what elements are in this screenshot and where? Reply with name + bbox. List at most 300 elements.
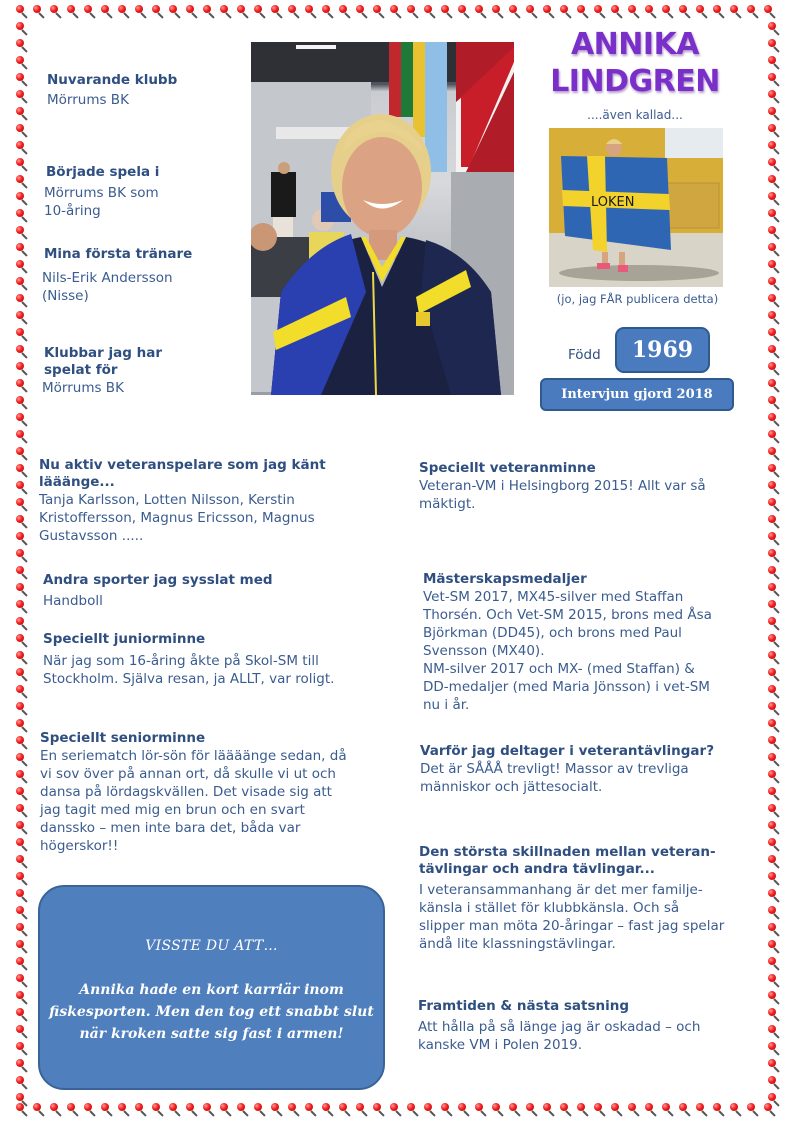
pushpin-icon xyxy=(14,480,31,497)
pushpin-icon xyxy=(14,650,31,667)
born-year-badge: 1969 xyxy=(615,327,710,373)
medals-line-4: Svensson (MX40). xyxy=(423,643,545,659)
pushpin-icon xyxy=(14,514,31,531)
veteran-friends-line-2: Kristoffersson, Magnus Ericsson, Magnus xyxy=(39,510,315,526)
senior-memory-section xyxy=(40,730,385,855)
pushpin-icon xyxy=(766,446,783,463)
pushpin-icon xyxy=(14,174,31,191)
pushpin-icon xyxy=(14,854,31,871)
pushpin-icon xyxy=(766,259,783,276)
pushpin-icon xyxy=(14,89,31,106)
pushpin-icon xyxy=(766,497,783,514)
pushpin-icon xyxy=(766,276,783,293)
did-you-know-line-2: fiskesporten. Men den tog ett snabbt slut xyxy=(49,1004,374,1020)
pushpin-icon xyxy=(766,701,783,718)
pushpin-icon xyxy=(14,395,31,412)
pushpin-icon xyxy=(766,480,783,497)
pushpin-icon xyxy=(558,1102,575,1119)
pushpin-icon xyxy=(354,1102,371,1119)
pushpin-icon xyxy=(184,1102,201,1119)
flag-handwritten-text: LOKEN xyxy=(591,195,635,210)
pushpin-icon xyxy=(14,344,31,361)
pushpin-icon xyxy=(766,922,783,939)
pushpin-icon xyxy=(766,157,783,174)
pushpin-icon xyxy=(150,4,167,21)
pushpin-icon xyxy=(14,769,31,786)
pushpin-icon xyxy=(14,956,31,973)
biggest-difference-heading-2: tävlingar och andra tävlingar... xyxy=(419,861,655,877)
pushpin-icon xyxy=(14,140,31,157)
pushpin-icon xyxy=(31,1102,48,1119)
pushpin-icon xyxy=(14,837,31,854)
pushpin-icon xyxy=(728,4,745,21)
medals-line-5: NM-silver 2017 och MX- (med Staffan) & xyxy=(423,661,695,677)
pushpin-icon xyxy=(766,565,783,582)
current-club-text: Mörrums BK xyxy=(47,92,129,108)
pushpin-icon xyxy=(65,1102,82,1119)
pushpin-icon xyxy=(766,769,783,786)
started-playing-heading: Började spela i xyxy=(46,164,160,180)
pushpin-icon xyxy=(116,1102,133,1119)
pushpin-icon xyxy=(766,310,783,327)
pushpin-icon xyxy=(14,582,31,599)
flag-photo xyxy=(549,128,723,287)
veteran-friends-line-1: Tanja Karlsson, Lotten Nilsson, Kerstin xyxy=(39,492,295,508)
pushpin-icon xyxy=(14,735,31,752)
pushpin-icon xyxy=(766,973,783,990)
pushpin-icon xyxy=(766,242,783,259)
biggest-difference-line-1: I veteransammanhang är det mer familje- xyxy=(419,882,703,898)
pushpin-icon xyxy=(766,871,783,888)
pushpin-icon xyxy=(337,1102,354,1119)
started-playing-block xyxy=(46,164,159,220)
medals-line-7: nu i år. xyxy=(423,697,470,713)
pushpin-icon xyxy=(14,497,31,514)
pushpin-icon xyxy=(694,1102,711,1119)
pushpin-icon xyxy=(473,1102,490,1119)
pushpin-icon xyxy=(766,1041,783,1058)
pushpin-icon xyxy=(609,4,626,21)
pushpin-icon xyxy=(766,89,783,106)
future-heading: Framtiden & nästa satsning xyxy=(418,998,630,1014)
pushpin-icon xyxy=(48,4,65,21)
why-participate-line-1: Det är SÅÅÅ trevligt! Massor av trevliga xyxy=(420,761,689,777)
pushpin-icon xyxy=(116,4,133,21)
pushpin-icon xyxy=(14,259,31,276)
pushpin-icon xyxy=(626,1102,643,1119)
pushpin-icon xyxy=(643,4,660,21)
pushpin-icon xyxy=(762,4,779,21)
clubs-played-heading-2: spelat för xyxy=(44,362,118,378)
pushpin-icon xyxy=(99,1102,116,1119)
pushpin-icon xyxy=(252,4,269,21)
pushpin-icon xyxy=(14,1024,31,1041)
pushpin-icon xyxy=(201,1102,218,1119)
pushpin-icon xyxy=(405,1102,422,1119)
pushpin-icon xyxy=(766,905,783,922)
pushpin-icon xyxy=(14,293,31,310)
pushpin-icon xyxy=(541,1102,558,1119)
alias-text: ....även kallad... xyxy=(587,108,683,122)
pushpin-icon xyxy=(766,395,783,412)
pushpin-icon xyxy=(14,429,31,446)
pushpin-icon xyxy=(133,4,150,21)
pushpin-icon xyxy=(766,1092,783,1109)
pushpin-icon xyxy=(14,803,31,820)
pushpin-icon xyxy=(14,378,31,395)
pushpin-icon xyxy=(677,4,694,21)
pushpin-icon xyxy=(766,854,783,871)
pushpin-icon xyxy=(14,939,31,956)
pushpin-icon xyxy=(524,1102,541,1119)
pushpin-icon xyxy=(766,514,783,531)
senior-memory-line-5: danssko – men inte bara det, båda var xyxy=(40,820,301,836)
pushpin-icon xyxy=(14,157,31,174)
senior-memory-line-4: jag tagit med mig en brun och en svart xyxy=(40,802,305,818)
medals-line-2: Thorsén. Och Vet-SM 2015, brons med Åsa xyxy=(423,607,712,623)
pushpin-icon xyxy=(14,1007,31,1024)
pushpin-icon xyxy=(14,633,31,650)
pushpin-icon xyxy=(766,378,783,395)
pushpin-icon xyxy=(766,174,783,191)
started-playing-line-1: Mörrums BK som xyxy=(44,185,159,201)
pushpin-icon xyxy=(14,208,31,225)
pushpin-icon xyxy=(14,599,31,616)
pushpin-icon xyxy=(766,106,783,123)
first-coaches-line-2: (Nisse) xyxy=(42,288,89,304)
pushpin-icon xyxy=(14,565,31,582)
pushpin-icon xyxy=(303,4,320,21)
pushpin-icon xyxy=(99,4,116,21)
pushpin-icon xyxy=(766,72,783,89)
did-you-know-line-1: Annika hade en kort karriär inom xyxy=(79,982,344,998)
pushpin-icon xyxy=(592,4,609,21)
pushpin-icon xyxy=(490,1102,507,1119)
pushpin-icon xyxy=(677,1102,694,1119)
portrait-photo-illustration xyxy=(251,42,514,395)
pushpin-border-bottom xyxy=(14,1102,779,1119)
pushpin-icon xyxy=(766,38,783,55)
pushpin-icon xyxy=(766,837,783,854)
senior-memory-heading: Speciellt seniorminne xyxy=(40,730,206,746)
pushpin-icon xyxy=(82,1102,99,1119)
junior-memory-heading: Speciellt juniorminne xyxy=(43,631,206,647)
veteran-friends-line-3: Gustavsson ..... xyxy=(39,528,144,544)
pushpin-icon xyxy=(766,327,783,344)
pushpin-icon xyxy=(14,684,31,701)
pushpin-icon xyxy=(14,888,31,905)
clubs-played-heading-1: Klubbar jag har xyxy=(44,345,162,361)
medals-line-3: Björkman (DD45), och brons med Paul xyxy=(423,625,682,641)
pushpin-icon xyxy=(218,4,235,21)
pushpin-icon xyxy=(14,922,31,939)
pushpin-icon xyxy=(507,4,524,21)
pushpin-icon xyxy=(643,1102,660,1119)
pushpin-icon xyxy=(252,1102,269,1119)
pushpin-icon xyxy=(286,1102,303,1119)
pushpin-icon xyxy=(766,55,783,72)
junior-memory-line-2: Stockholm. Själva resan, ja ALLT, var roligt. xyxy=(43,671,335,687)
pushpin-icon xyxy=(766,463,783,480)
pushpin-icon xyxy=(14,276,31,293)
senior-memory-line-1: En seriematch lör-sön för läääänge sedan, då xyxy=(40,748,347,764)
pushpin-icon xyxy=(14,973,31,990)
veteran-memory-line-2: mäktigt. xyxy=(419,496,476,512)
pushpin-icon xyxy=(766,735,783,752)
pushpin-icon xyxy=(766,548,783,565)
pushpin-icon xyxy=(766,803,783,820)
pushpin-icon xyxy=(766,650,783,667)
pushpin-icon xyxy=(14,1058,31,1075)
pushpin-icon xyxy=(14,548,31,565)
pushpin-icon xyxy=(14,1041,31,1058)
born-label: Född xyxy=(568,347,601,363)
pushpin-icon xyxy=(766,225,783,242)
biggest-difference-line-3: slipper man möta 20-åringar – fast jag spelar xyxy=(419,918,725,934)
pushpin-icon xyxy=(14,820,31,837)
veteran-friends-heading-2: lääänge... xyxy=(39,474,115,490)
pushpin-icon xyxy=(320,1102,337,1119)
pushpin-icon xyxy=(490,4,507,21)
pushpin-icon xyxy=(439,4,456,21)
pushpin-icon xyxy=(14,106,31,123)
pushpin-icon xyxy=(456,1102,473,1119)
pushpin-icon xyxy=(286,4,303,21)
pushpin-icon xyxy=(766,293,783,310)
pushpin-icon xyxy=(14,786,31,803)
pushpin-icon xyxy=(766,786,783,803)
biggest-difference-section xyxy=(419,844,764,953)
medals-line-6: DD-medaljer (med Maria Jönsson) i vet-SM xyxy=(423,679,710,695)
biggest-difference-line-2: känsla i stället för klubbkänsla. Och så xyxy=(419,900,680,916)
pushpin-icon xyxy=(14,667,31,684)
pushpin-icon xyxy=(14,1092,31,1109)
pushpin-icon xyxy=(660,4,677,21)
pushpin-icon xyxy=(303,1102,320,1119)
pushpin-icon xyxy=(766,344,783,361)
pushpin-icon xyxy=(766,752,783,769)
flag-photo-illustration xyxy=(549,128,723,287)
pushpin-icon xyxy=(473,4,490,21)
pushpin-icon xyxy=(766,361,783,378)
pushpin-icon xyxy=(766,1058,783,1075)
pushpin-icon xyxy=(14,990,31,1007)
pushpin-icon xyxy=(660,1102,677,1119)
did-you-know-line-3: när kroken satte sig fast i armen! xyxy=(79,1026,344,1042)
pushpin-icon xyxy=(422,1102,439,1119)
pushpin-icon xyxy=(371,4,388,21)
started-playing-line-2: 10-åring xyxy=(44,203,101,219)
pushpin-icon xyxy=(133,1102,150,1119)
pushpin-icon xyxy=(766,191,783,208)
pushpin-icon xyxy=(14,752,31,769)
pushpin-icon xyxy=(201,4,218,21)
person-name xyxy=(535,26,735,100)
pushpin-icon xyxy=(766,616,783,633)
pushpin-icon xyxy=(14,531,31,548)
pushpin-icon xyxy=(14,463,31,480)
pushpin-icon xyxy=(14,191,31,208)
first-coaches-heading: Mina första tränare xyxy=(44,246,193,262)
pushpin-icon xyxy=(14,905,31,922)
pushpin-icon xyxy=(575,4,592,21)
future-section xyxy=(418,998,763,1054)
pushpin-icon xyxy=(694,4,711,21)
pushpin-icon xyxy=(766,718,783,735)
interview-year-badge: Intervjun gjord 2018 xyxy=(540,378,734,411)
other-sports-section xyxy=(43,572,383,610)
junior-memory-line-1: När jag som 16-åring åkte på Skol-SM till xyxy=(43,653,319,669)
pushpin-icon xyxy=(218,1102,235,1119)
pushpin-icon xyxy=(592,1102,609,1119)
senior-memory-line-2: vi sov över på annan ort, då skulle vi ut och xyxy=(40,766,336,782)
pushpin-icon xyxy=(524,4,541,21)
pushpin-icon xyxy=(14,310,31,327)
pushpin-icon xyxy=(766,1007,783,1024)
pushpin-icon xyxy=(14,38,31,55)
pushpin-icon xyxy=(766,888,783,905)
pushpin-icon xyxy=(558,4,575,21)
first-coaches-line-1: Nils-Erik Andersson xyxy=(42,270,173,286)
pushpin-icon xyxy=(65,4,82,21)
medals-heading: Mästerskapsmedaljer xyxy=(423,571,587,587)
veteran-friends-heading-1: Nu aktiv veteranspelare som jag känt xyxy=(39,457,326,473)
pushpin-icon xyxy=(14,701,31,718)
pushpin-icon xyxy=(711,4,728,21)
pushpin-icon xyxy=(766,1075,783,1092)
pushpin-icon xyxy=(82,4,99,21)
pushpin-icon xyxy=(354,4,371,21)
person-last-name: LINDGREN xyxy=(550,64,720,99)
pushpin-icon xyxy=(507,1102,524,1119)
pushpin-icon xyxy=(14,21,31,38)
pushpin-icon xyxy=(766,429,783,446)
biggest-difference-line-4: ändå lite klassningstävlingar. xyxy=(419,936,616,952)
pushpin-icon xyxy=(766,939,783,956)
medals-section xyxy=(423,571,768,714)
pushpin-icon xyxy=(14,225,31,242)
pushpin-icon xyxy=(766,990,783,1007)
veteran-friends-section xyxy=(39,457,379,545)
pushpin-icon xyxy=(14,871,31,888)
pushpin-border-top xyxy=(14,4,779,21)
current-club-heading: Nuvarande klubb xyxy=(47,72,178,88)
pushpin-icon xyxy=(575,1102,592,1119)
pushpin-icon xyxy=(14,327,31,344)
biggest-difference-heading-1: Den största skillnaden mellan veteran- xyxy=(419,844,716,860)
pushpin-icon xyxy=(388,1102,405,1119)
pushpin-icon xyxy=(167,4,184,21)
pushpin-icon xyxy=(167,1102,184,1119)
pushpin-icon xyxy=(766,956,783,973)
pushpin-icon xyxy=(766,21,783,38)
pushpin-icon xyxy=(14,4,31,21)
flag-photo-caption: (jo, jag FÅR publicera detta) xyxy=(556,292,719,306)
pushpin-icon xyxy=(766,208,783,225)
other-sports-text: Handboll xyxy=(43,593,103,609)
pushpin-icon xyxy=(766,667,783,684)
pushpin-icon xyxy=(766,582,783,599)
junior-memory-section xyxy=(43,631,388,688)
why-participate-heading: Varför jag deltager i veterantävlingar? xyxy=(420,743,715,759)
first-coaches-block xyxy=(44,246,192,305)
pushpin-icon xyxy=(14,718,31,735)
why-participate-section xyxy=(420,743,765,796)
pushpin-icon xyxy=(766,412,783,429)
portrait-photo xyxy=(251,42,514,395)
pushpin-icon xyxy=(766,123,783,140)
pushpin-icon xyxy=(711,1102,728,1119)
pushpin-border-left xyxy=(14,21,31,1109)
pushpin-icon xyxy=(728,1102,745,1119)
pushpin-icon xyxy=(745,4,762,21)
future-line-2: kanske VM i Polen 2019. xyxy=(418,1037,583,1053)
why-participate-line-2: människor och jättesocialt. xyxy=(420,779,603,795)
pushpin-icon xyxy=(14,616,31,633)
pushpin-icon xyxy=(541,4,558,21)
pushpin-icon xyxy=(766,531,783,548)
pushpin-border-right xyxy=(766,21,783,1109)
pushpin-icon xyxy=(14,412,31,429)
pushpin-icon xyxy=(14,242,31,259)
pushpin-icon xyxy=(14,123,31,140)
pushpin-icon xyxy=(766,633,783,650)
pushpin-icon xyxy=(14,72,31,89)
clubs-played-block xyxy=(44,345,162,397)
pushpin-icon xyxy=(150,1102,167,1119)
pushpin-icon xyxy=(14,446,31,463)
veteran-memory-heading: Speciellt veteranminne xyxy=(419,460,596,476)
pushpin-icon xyxy=(766,684,783,701)
pushpin-icon xyxy=(422,4,439,21)
pushpin-icon xyxy=(337,4,354,21)
veteran-memory-section xyxy=(419,460,764,513)
pushpin-icon xyxy=(626,4,643,21)
did-you-know-title: VISSTE DU ATT… xyxy=(145,938,278,954)
pushpin-icon xyxy=(766,820,783,837)
pushpin-icon xyxy=(184,4,201,21)
pushpin-icon xyxy=(439,1102,456,1119)
did-you-know-box xyxy=(38,885,385,1090)
pushpin-icon xyxy=(235,4,252,21)
pushpin-icon xyxy=(405,4,422,21)
medals-line-1: Vet-SM 2017, MX45-silver med Staffan xyxy=(423,589,684,605)
pushpin-icon xyxy=(766,140,783,157)
veteran-memory-line-1: Veteran-VM i Helsingborg 2015! Allt var så xyxy=(419,478,706,494)
pushpin-icon xyxy=(371,1102,388,1119)
pushpin-icon xyxy=(14,55,31,72)
pushpin-icon xyxy=(31,4,48,21)
senior-memory-line-6: högerskor!! xyxy=(40,838,119,854)
pushpin-icon xyxy=(766,599,783,616)
current-club-block xyxy=(47,72,177,109)
pushpin-icon xyxy=(14,361,31,378)
pushpin-icon xyxy=(388,4,405,21)
pushpin-icon xyxy=(269,1102,286,1119)
pushpin-icon xyxy=(14,1075,31,1092)
pushpin-icon xyxy=(609,1102,626,1119)
senior-memory-line-3: dansa på lördagskvällen. Det visade sig att xyxy=(40,784,332,800)
clubs-played-text: Mörrums BK xyxy=(42,380,124,396)
other-sports-heading: Andra sporter jag sysslat med xyxy=(43,572,273,588)
pushpin-icon xyxy=(269,4,286,21)
person-first-name: ANNIKA xyxy=(570,27,700,62)
future-line-1: Att hålla på så länge jag är oskadad – och xyxy=(418,1019,701,1035)
pushpin-icon xyxy=(48,1102,65,1119)
pushpin-icon xyxy=(456,4,473,21)
pushpin-icon xyxy=(235,1102,252,1119)
pushpin-icon xyxy=(766,1024,783,1041)
